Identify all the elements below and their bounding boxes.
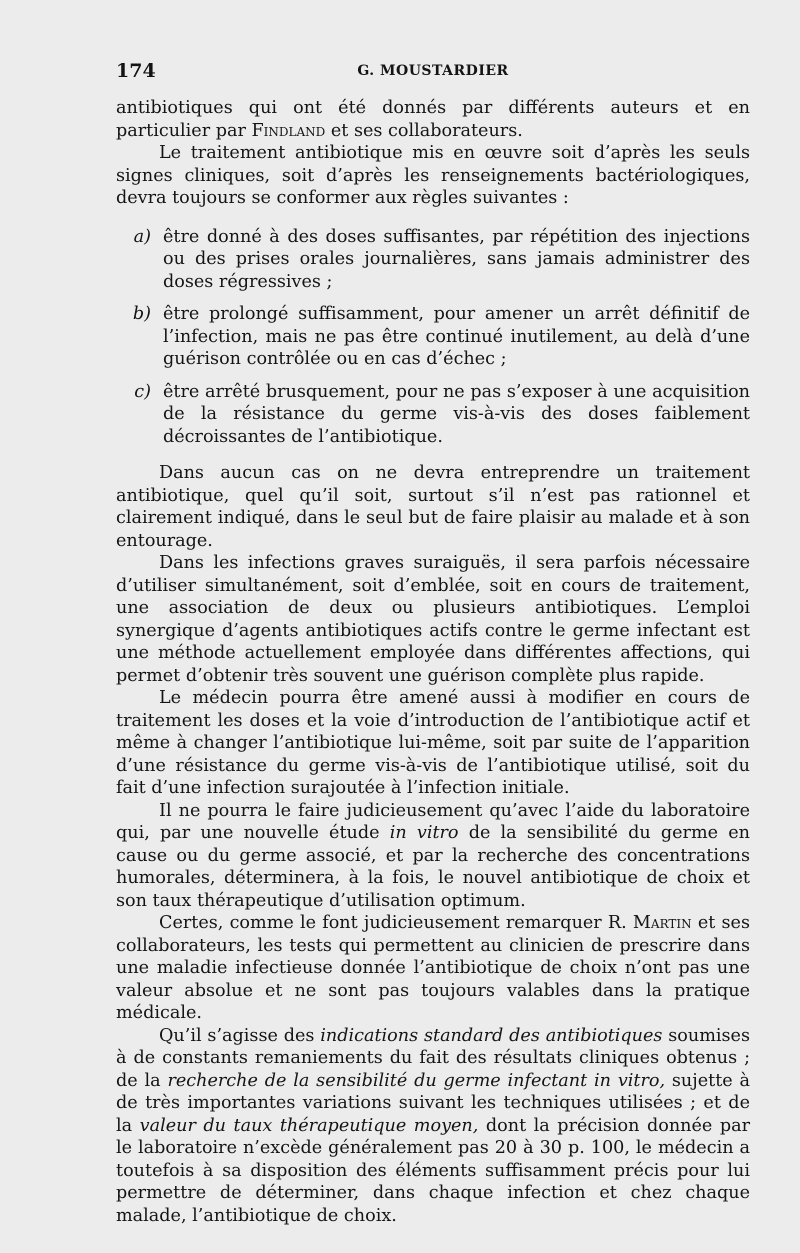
rule-text: être prolongé suffisamment, pour amener un arrêt définitif de l’infection, mais ne pas être continué inutilement, au delà d’une guérison contrôlée ou en cas d’échec ; [163,304,750,369]
paragraph-3: Dans aucun cas on ne devra entreprendre un traitement antibiotique, quel qu’il soit, surtout s’il n’est pas rationnel et clairement indiqué, dans le seul but de faire plaisir au malade et à son entourage. [116,463,750,551]
paragraph-7: Certes, comme le font judicieusement remarquer R. Martin et ses collaborateurs, les tests qui permettent au clinicien de prescrire dans une maladie infectieuse donnée l’antibiotique de choix n’ont pas une valeur absolue et ne sont pas toujours valables dans la pratique médicale. [116,913,750,1023]
rules-list [116,226,750,449]
body-text [116,97,750,1227]
rule-item [116,381,750,449]
paragraph-4: Dans les infections graves suraiguës, il sera parfois nécessaire d’utiliser simultanément, soit d’emblée, soit en cours de traitement, une association de deux ou plusieurs antibiotiques. L’emploi synergique d’agents antibiotiques actifs contre le germe infectant est une méthode actuellement employée dans différentes affections, qui permet d’obtenir très souvent une guérison complète plus rapide. [116,553,750,686]
italic-term: in vitro [389,823,459,843]
author-name: Martin [632,913,692,933]
rule-text: être donné à des doses suffisantes, par répétition des injections ou des prises orales journalières, sans jamais administrer des doses régressives ; [163,226,750,292]
paragraph-2: Le traitement antibiotique mis en œuvre soit d’après les seuls signes cliniques, soit d’après les renseignements bactériologiques, devra toujours se conformer aux règles suivantes : [116,143,750,208]
running-head: G. MOUSTARDIER [357,63,509,79]
rule-item [116,226,750,294]
rule-text: être arrêté brusquement, pour ne pas s’exposer à une acquisition de la résistance du germe vis-à-vis des doses faiblement décroissantes de l’antibiotique. [163,381,750,447]
page-number: 174 [116,60,156,82]
rule-label: c) [134,381,151,402]
italic-term: valeur du taux thérapeutique moyen, [139,1115,479,1136]
rule-label: a) [133,226,151,247]
italic-term: indications standard des antibiotiques [320,1025,663,1046]
page-header [116,60,750,84]
author-name: Findland [251,120,326,141]
paragraph-5: Le médecin pourra être amené aussi à modifier en cours de traitement les doses et la voie d’introduction de l’antibiotique actif et même à changer l’antibiotique lui-même, soit par suite de l’apparition d’une résistance du germe vis-à-vis de l’antibiotique utilisé, soit du fait d’une infection surajoutée à l’infection initiale. [116,688,750,798]
rule-label: b) [132,304,151,324]
paragraph-8: Qu’il s’agisse des indications standard des antibiotiques soumises à de constants remaniements du fait des résultats cliniques obtenus ; de la recherche de la sensibilité du germe infectant in vitro, sujette à de très importantes variations suivant les techniques utilisées ; et de la valeur du taux thérapeutique moyen, dont la précision donnée par le laboratoire n’excède généralement pas 20 à 30 p. 100, le médecin a toutefois à sa disposition des éléments suffisamment précis pour lui permettre de déterminer, dans chaque infection et chez chaque malade, l’antibiotique de choix. [116,1025,751,1226]
rule-item [116,303,750,371]
paragraph-6: Il ne pourra le faire judicieusement qu’avec l’aide du laboratoire qui, par une nouvelle étude in vitro de la sensibilité du germe en cause ou du germe associé, et par la recherche des concentrations humorales, déterminera, à la fois, le nouvel antibiotique de choix et son taux thérapeutique d’utilisation optimum. [116,800,750,911]
paragraph-1: antibiotiques qui ont été donnés par différents auteurs et en particulier par Findland et ses collaborateurs. [116,98,750,141]
italic-term: recherche de la sensibilité du germe infectant in vitro, [167,1070,666,1091]
